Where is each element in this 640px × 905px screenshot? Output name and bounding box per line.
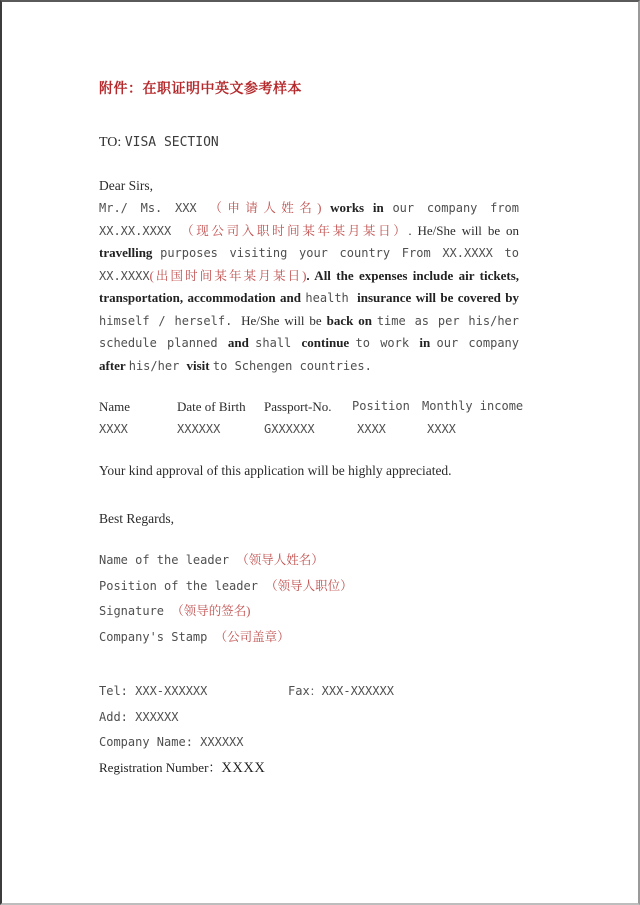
signature-block [99, 548, 514, 650]
salutation: Dear Sirs, [99, 178, 153, 193]
signature-line-leader-position [99, 574, 514, 600]
registration-label: Registration Number： [99, 759, 222, 775]
company-stamp-label: Company's Stamp [99, 629, 215, 644]
tel-fax-line [99, 678, 514, 705]
signature-line-signature [99, 599, 514, 625]
table-header-row [99, 399, 542, 415]
table-row [99, 422, 542, 436]
table-cell-dob: XXXXXX [177, 422, 221, 436]
leader-name-annotation: （领导人姓名） [236, 553, 324, 567]
table-header-position: Position [352, 399, 410, 413]
recipient-line [99, 135, 514, 151]
table-cell-passport: GXXXXXX [264, 422, 315, 436]
approval-line: Your kind approval of this application will be highly appreciated. [99, 463, 452, 478]
table-header-name: Name [99, 399, 131, 414]
signature-line-company-stamp [99, 625, 514, 651]
recipient-prefix: TO: [99, 135, 122, 150]
registration-line [99, 756, 514, 780]
letter-body: Mr./ Ms. XXX （申请人姓名) works in our company from XX.XX.XXXX （现公司入职时间某年某月某日）. He/She will be on travelling purposes visiting your country From XX.XXXX to XX.XXXX(出国时间某年某月某日). All the expenses include air tickets, transportation, accommodation and health insurance will be covered by himself / herself. He/She will be back on time as per his/her schedule planned and shall continue to work in our company after his/her visit to Schengen countries. [99, 200, 520, 373]
leader-name-label: Name of the leader [99, 553, 237, 567]
attachment-heading: 附件：在职证明中英文参考样本 [99, 80, 302, 96]
table-header-passport: Passport-No. [264, 399, 332, 414]
leader-position-annotation: （领导人职位） [265, 578, 353, 593]
table-cell-position: XXXX [357, 422, 386, 436]
signature-annotation: （领导的签名) [171, 604, 251, 618]
leader-position-label: Position of the leader [99, 578, 266, 593]
contact-block [99, 678, 514, 780]
employee-table [99, 399, 542, 436]
table-cell-name: XXXX [99, 422, 128, 436]
fax-value: Fax：XXX-XXXXXX [288, 684, 394, 698]
recipient-value: VISA SECTION [124, 135, 219, 150]
signature-label: Signature [99, 604, 172, 618]
address-line: Add: XXXXXX [99, 709, 179, 724]
table-cell-income: XXXX [427, 422, 456, 436]
table-header-dob: Date of Birth [177, 399, 246, 414]
signature-line-leader-name [99, 548, 514, 574]
company-name-line: Company Name: XXXXXX [99, 735, 244, 749]
table-header-income: Monthly income [422, 399, 524, 413]
company-stamp-annotation: （公司盖章） [214, 629, 290, 644]
tel-value: Tel: XXX-XXXXXX [99, 684, 208, 698]
registration-value: XXXX [221, 759, 266, 776]
closing-line: Best Regards, [99, 511, 174, 526]
